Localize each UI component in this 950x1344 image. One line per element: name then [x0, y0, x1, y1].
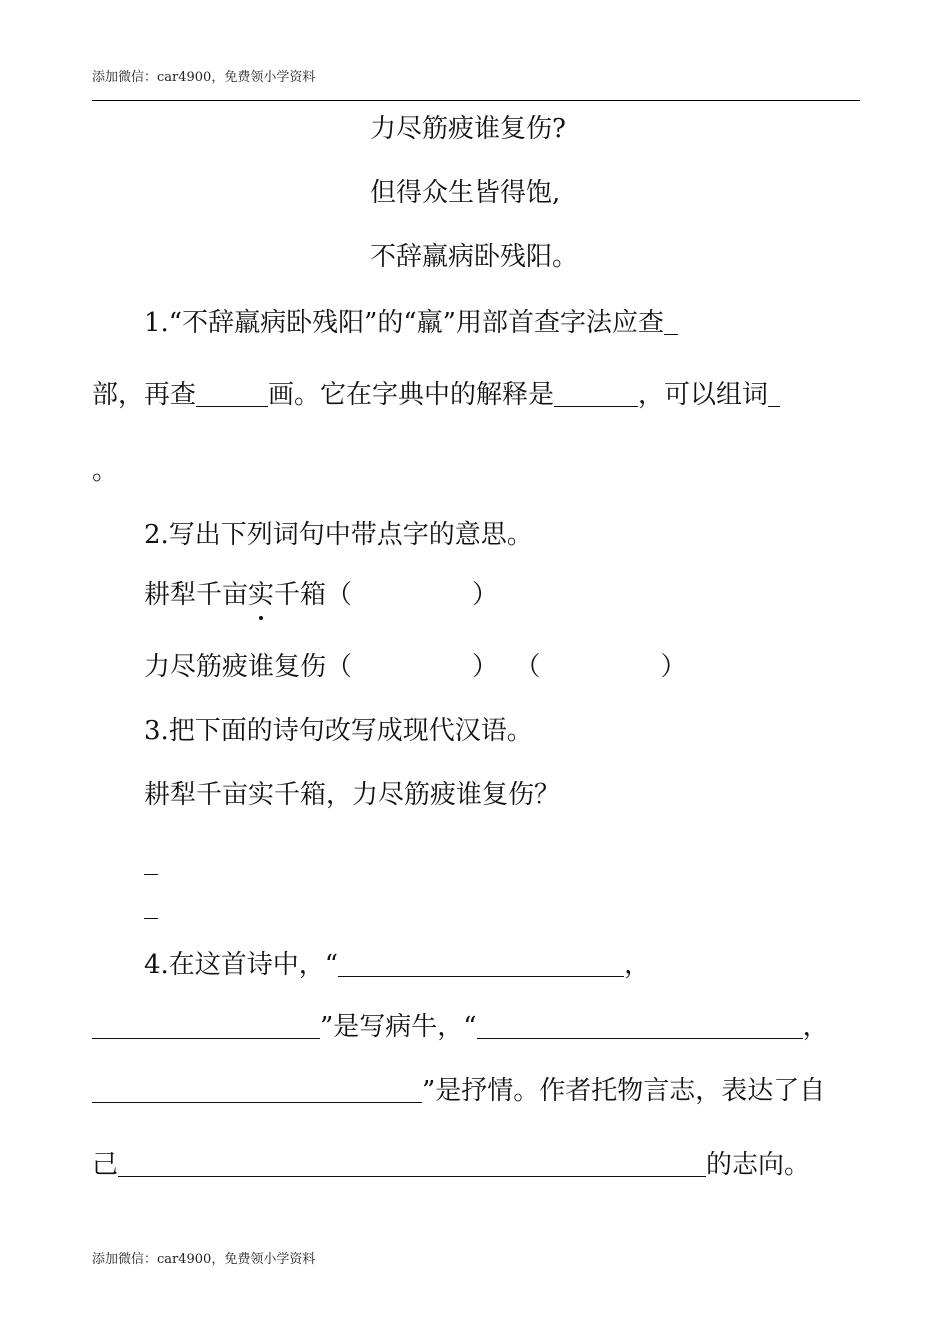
q4-text-e: ”是抒情。作者托物言志，表达了自 — [422, 1076, 826, 1106]
q4-text-f: 己 — [92, 1150, 119, 1180]
q1-text-b: 部，再查 — [92, 380, 197, 410]
q4-text-a: 4.在这首诗中，“ — [144, 950, 339, 980]
q4-blank-5[interactable] — [118, 1150, 706, 1177]
q4-blank-4[interactable] — [92, 1076, 422, 1103]
q4-line-3 — [92, 1074, 825, 1108]
q4-blank-2[interactable] — [92, 1012, 320, 1039]
poem-line-2: 但得众生皆得饱, — [370, 178, 561, 208]
q2-l2-close: ） — [660, 652, 687, 682]
q3-verse: 耕犁千亩实千箱，力尽筋疲谁复伤？ — [144, 780, 561, 810]
page-footer: 添加微信：car4900，免费领小学资料 — [92, 1252, 316, 1267]
q1-text-e: 。 — [92, 456, 119, 486]
q4-line-2 — [92, 1010, 829, 1044]
q4-text-b: ， — [624, 950, 651, 980]
q1-blank-strokes[interactable] — [196, 380, 268, 407]
q2-line-1 — [144, 578, 498, 612]
q1-text-c: 画。它在字典中的解释是 — [268, 380, 555, 410]
q1-text-a: 1.“不辞羸病卧残阳”的“羸”用部首查字法应查 — [144, 308, 664, 338]
page-header: 添加微信：car4900，免费领小学资料 — [92, 70, 316, 85]
q2-l1-post: 千箱（ — [274, 580, 353, 610]
q4-text-c: ”是写病牛，“ — [320, 1012, 477, 1042]
q2-l2-mid: ） （ — [472, 652, 541, 682]
poem-line-1: 力尽筋疲谁复伤? — [370, 114, 566, 144]
q1-blank-radical[interactable] — [664, 308, 678, 335]
q3-title: 3.把下面的诗句改写成现代汉语。 — [144, 716, 533, 746]
q1-blank-meaning[interactable] — [554, 380, 638, 407]
q4-line-4 — [92, 1148, 810, 1182]
q4-blank-1[interactable] — [338, 950, 624, 977]
q1-line-3 — [92, 454, 118, 488]
q2-title: 2.写出下列词句中带点字的意思。 — [144, 520, 533, 550]
q4-blank-3[interactable] — [477, 1012, 803, 1039]
q2-l2-pre: 力尽筋疲谁复伤（ — [144, 652, 353, 682]
q2-line-2 — [144, 650, 687, 684]
q1-blank-word[interactable] — [768, 380, 780, 407]
q2-l1-close: ） — [472, 580, 499, 610]
q1-text-d: ，可以组词 — [638, 380, 769, 410]
q4-text-d: ， — [802, 1012, 829, 1042]
q4-text-g: 的志向。 — [706, 1150, 811, 1180]
q2-dotted-char: 实 — [248, 580, 275, 610]
q3-answer-line-2[interactable] — [144, 918, 158, 919]
q1-line-2 — [92, 378, 780, 412]
q4-line-1 — [144, 948, 650, 982]
q2-l1-pre: 耕犁千亩 — [144, 580, 249, 610]
q3-answer-line-1[interactable] — [144, 874, 158, 875]
poem-line-3: 不辞羸病卧残阳。 — [370, 242, 579, 272]
header-rule — [92, 100, 860, 101]
q1-line-1 — [144, 306, 678, 340]
